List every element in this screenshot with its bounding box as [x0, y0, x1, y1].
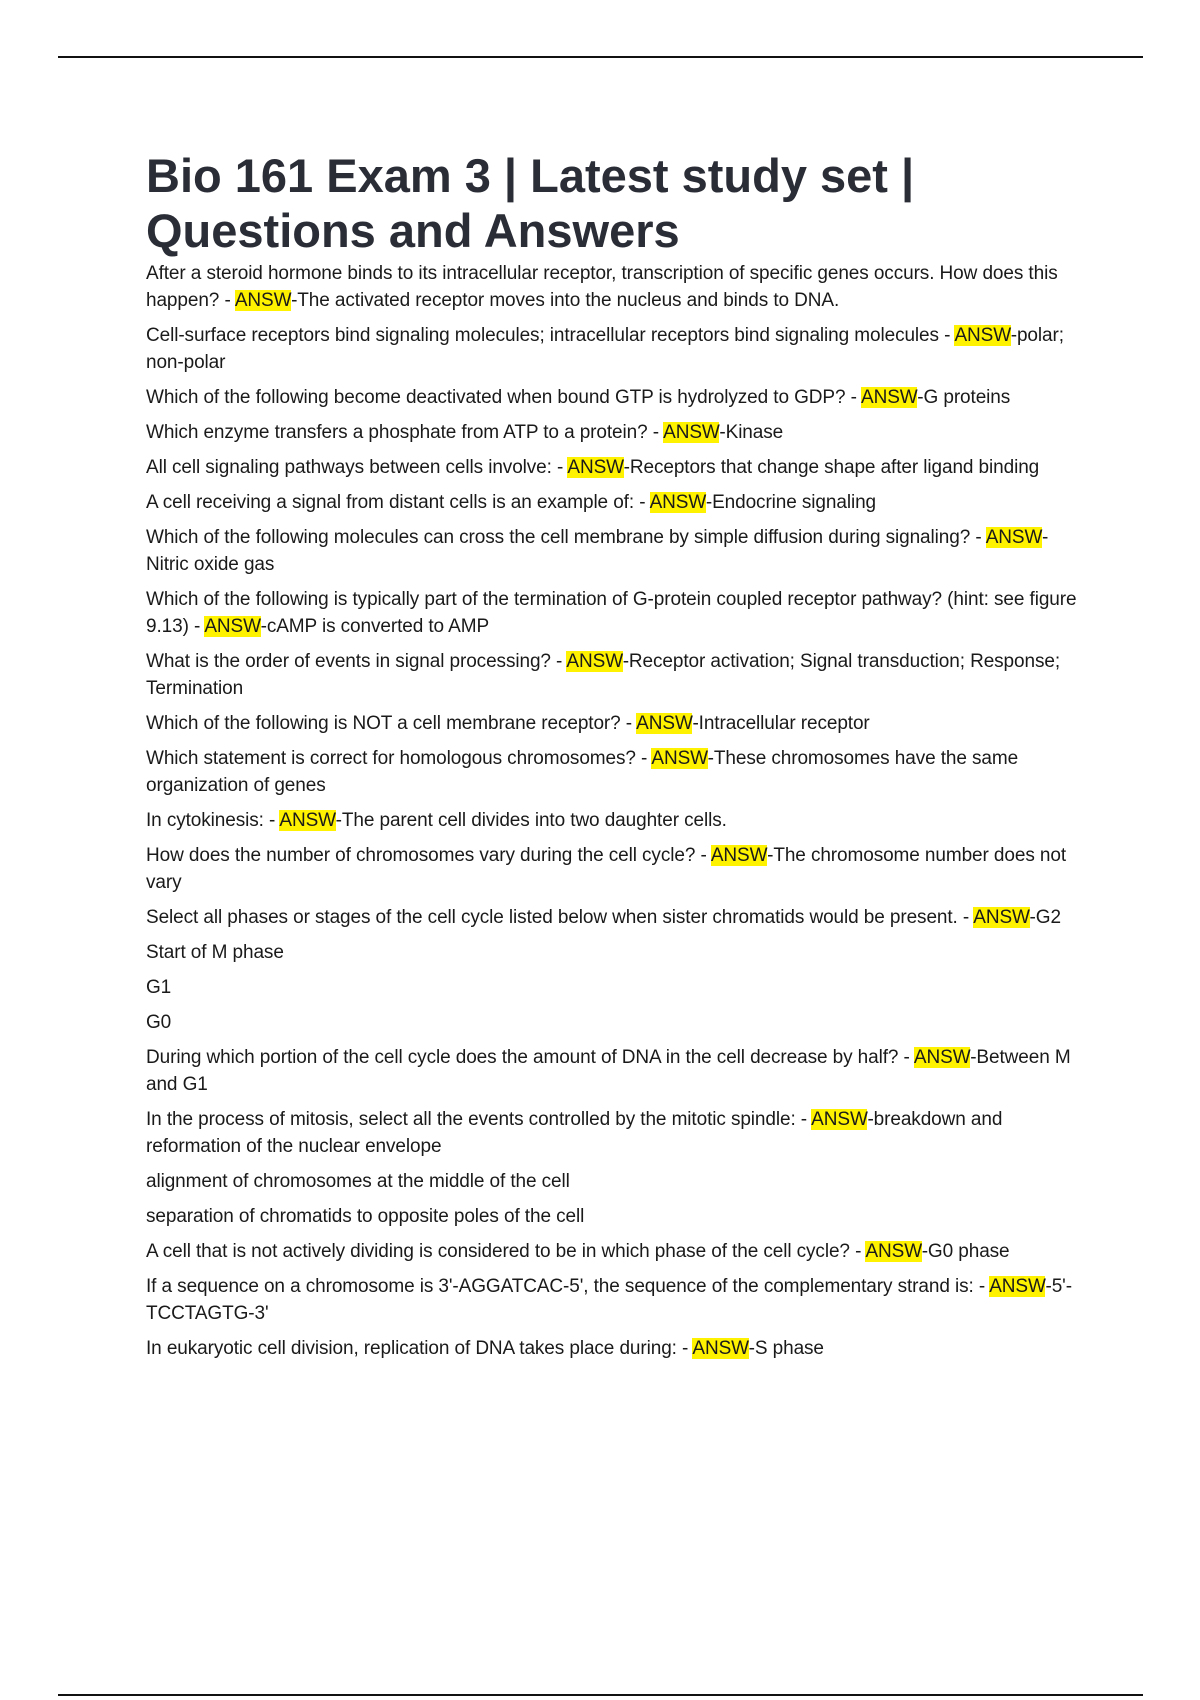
- option-text: alignment of chromosomes at the middle of the cell: [146, 1171, 570, 1192]
- answer-marker: ANSW: [651, 748, 708, 769]
- question-text: A cell receiving a signal from distant cells is an example of: -: [146, 492, 650, 513]
- answer-marker: ANSW: [567, 457, 624, 478]
- answer-marker: ANSW: [636, 713, 693, 734]
- answer-text: -The activated receptor moves into the nucleus and binds to DNA.: [291, 290, 840, 311]
- answer-marker: ANSW: [954, 325, 1011, 346]
- qa-item: [146, 1106, 1086, 1160]
- qa-item: [146, 454, 1086, 481]
- answer-option-line: [146, 1009, 1086, 1036]
- question-text: In eukaryotic cell division, replication of DNA takes place during: -: [146, 1338, 693, 1359]
- qa-item: [146, 489, 1086, 516]
- qa-item: [146, 807, 1086, 834]
- option-text: separation of chromatids to opposite poles of the cell: [146, 1206, 585, 1227]
- answer-text: -polar; non-polar: [146, 325, 1064, 373]
- qa-list: [146, 260, 1086, 1362]
- qa-item: [146, 710, 1086, 737]
- question-text: Which enzyme transfers a phosphate from ATP to a protein? -: [146, 422, 664, 443]
- question-text: How does the number of chromosomes vary during the cell cycle? -: [146, 845, 711, 866]
- question-text: Cell-surface receptors bind signaling molecules; intracellular receptors bind signaling molecules -: [146, 325, 955, 346]
- answer-text: -breakdown and reformation of the nuclear envelope: [146, 1109, 1003, 1157]
- answer-option-line: [146, 1203, 1086, 1230]
- answer-text: -G0 phase: [921, 1241, 1010, 1262]
- answer-marker: ANSW: [204, 616, 261, 637]
- bottom-rule: [58, 1694, 1143, 1696]
- qa-item: [146, 419, 1086, 446]
- question-text: All cell signaling pathways between cells involve: -: [146, 457, 568, 478]
- answer-marker: ANSW: [234, 290, 292, 311]
- answer-option-line: [146, 974, 1086, 1001]
- answer-marker: ANSW: [566, 651, 623, 672]
- answer-text: -5'-TCCTAGTG-3': [146, 1276, 1072, 1324]
- answer-marker: ANSW: [279, 810, 336, 831]
- qa-item: [146, 904, 1086, 931]
- answer-text: -Receptors that change shape after ligand binding: [623, 457, 1040, 478]
- qa-item: [146, 524, 1086, 578]
- answer-marker: ANSW: [865, 1241, 922, 1262]
- answer-text: -Receptor activation; Signal transduction; Response; Termination: [146, 651, 1061, 699]
- answer-marker: ANSW: [913, 1047, 971, 1068]
- document-body: [146, 148, 1086, 1370]
- qa-item: [146, 1335, 1086, 1362]
- top-rule: [58, 56, 1143, 58]
- question-text: Which statement is correct for homologous chromosomes? -: [146, 748, 652, 769]
- question-text: If a sequence on a chromosome is 3'-AGGATCAC-5', the sequence of the complementary strand is: -: [146, 1276, 990, 1297]
- answer-text: -The parent cell divides into two daughter cells.: [335, 810, 727, 831]
- answer-option-line: [146, 939, 1086, 966]
- question-text: Select all phases or stages of the cell cycle listed below when sister chromatids would be present. -: [146, 907, 974, 928]
- question-text: A cell that is not actively dividing is considered to be in which phase of the cell cycle? -: [146, 1241, 866, 1262]
- answer-marker: ANSW: [985, 527, 1042, 548]
- answer-marker: ANSW: [692, 1338, 749, 1359]
- answer-text: -Nitric oxide gas: [146, 527, 1049, 575]
- question-text: In cytokinesis: -: [146, 810, 280, 831]
- answer-text: -These chromosomes have the same organization of genes: [146, 748, 1019, 796]
- answer-marker: ANSW: [663, 422, 720, 443]
- document-title: Bio 161 Exam 3 | Latest study set | Questions and Answers: [146, 149, 915, 257]
- qa-item: [146, 1044, 1086, 1098]
- answer-marker: ANSW: [989, 1276, 1046, 1297]
- answer-text: -Between M and G1: [146, 1047, 1071, 1095]
- option-text: G1: [146, 977, 172, 998]
- answer-marker: ANSW: [710, 845, 768, 866]
- answer-marker: ANSW: [861, 387, 918, 408]
- answer-option-line: [146, 1168, 1086, 1195]
- qa-item: [146, 1273, 1086, 1327]
- question-text: During which portion of the cell cycle does the amount of DNA in the cell decrease by half? -: [146, 1047, 914, 1068]
- question-text: Which of the following molecules can cross the cell membrane by simple diffusion during signaling? -: [146, 527, 986, 548]
- option-text: G0: [146, 1012, 172, 1033]
- answer-marker: ANSW: [973, 907, 1030, 928]
- question-text: What is the order of events in signal processing? -: [146, 651, 567, 672]
- answer-text: -The chromosome number does not vary: [146, 845, 1067, 893]
- answer-text: -S phase: [748, 1338, 824, 1359]
- answer-marker: ANSW: [811, 1109, 868, 1130]
- question-text: After a steroid hormone binds to its intracellular receptor, transcription of specific genes occurs. How does this happen? -: [146, 263, 1058, 311]
- answer-text: -Intracellular receptor: [692, 713, 870, 734]
- qa-item: [146, 842, 1086, 896]
- question-text: In the process of mitosis, select all the events controlled by the mitotic spindle: -: [146, 1109, 812, 1130]
- qa-item: [146, 648, 1086, 702]
- answer-text: -G2: [1029, 907, 1061, 928]
- qa-item: [146, 384, 1086, 411]
- qa-item: [146, 260, 1086, 314]
- answer-text: -Kinase: [719, 422, 784, 443]
- answer-text: -Endocrine signaling: [705, 492, 877, 513]
- question-text: Which of the following is NOT a cell membrane receptor? -: [146, 713, 637, 734]
- question-text: Which of the following become deactivated when bound GTP is hydrolyzed to GDP? -: [146, 387, 861, 408]
- answer-text: -G proteins: [917, 387, 1011, 408]
- answer-marker: ANSW: [649, 492, 706, 513]
- qa-item: [146, 586, 1086, 640]
- answer-text: -cAMP is converted to AMP: [260, 616, 490, 637]
- qa-item: [146, 1238, 1086, 1265]
- qa-item: [146, 322, 1086, 376]
- qa-item: [146, 745, 1086, 799]
- option-text: Start of M phase: [146, 942, 284, 963]
- question-text: Which of the following is typically part of the termination of G-protein coupled receptor pathway? (hint: see figure 9.13) -: [146, 589, 1077, 637]
